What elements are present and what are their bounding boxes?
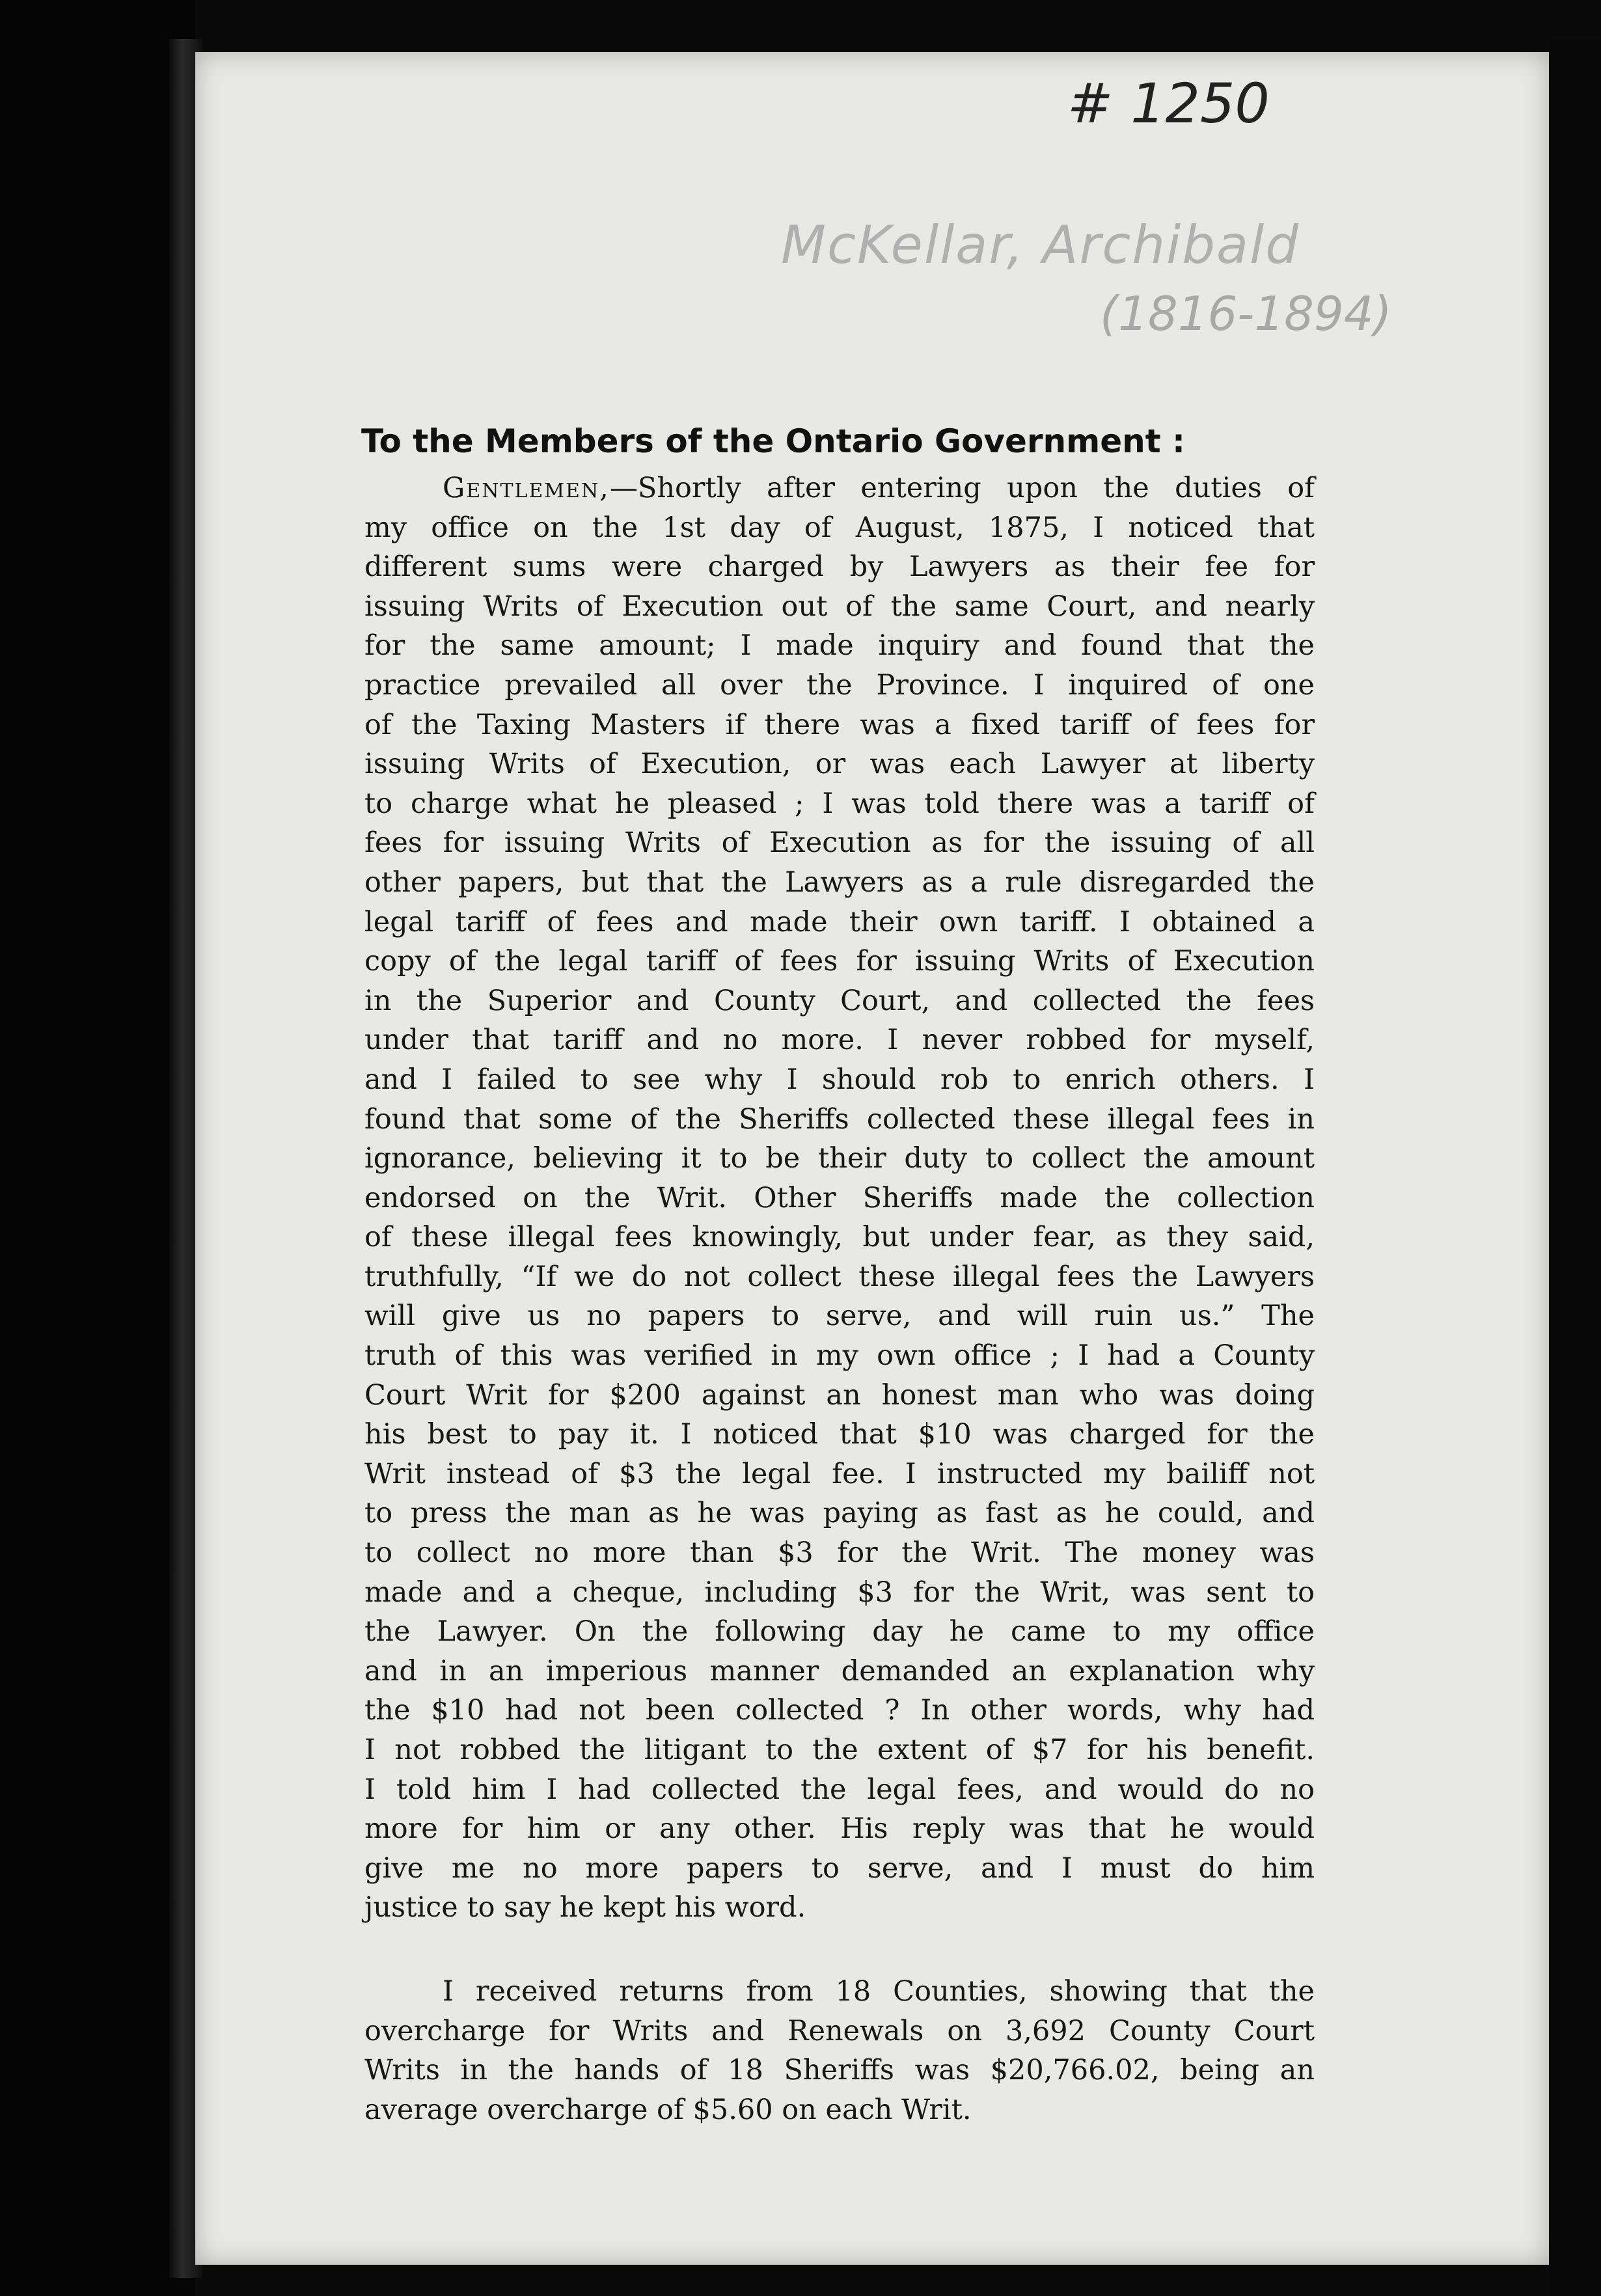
paragraph-1-line: and in an imperious manner demanded an explanation why [364, 1654, 1315, 1688]
paragraph-1-line: I told him I had collected the legal fees, and would do no [364, 1773, 1315, 1806]
catalog-annotation-name: McKellar, Archibald [781, 215, 1300, 275]
paragraph-1-line: to charge what he pleased ; I was told there was a tariff of [364, 787, 1315, 820]
paragraph-1-line: give me no more papers to serve, and I must do him [364, 1852, 1315, 1885]
paragraph-1-line: justice to say he kept his word. [364, 1891, 806, 1924]
paragraph-1-line: of the Taxing Masters if there was a fixed tariff of fees for [364, 708, 1315, 741]
paragraph-1-line: truthfully, “If we do not collect these illegal fees the Lawyers [364, 1260, 1315, 1293]
paragraph-1-line: truth of this was verified in my own office ; I had a County [364, 1339, 1315, 1373]
salutation: Gentlemen, [443, 472, 610, 504]
paragraph-1-line: issuing Writs of Execution, or was each Lawyer at liberty [364, 748, 1315, 781]
paragraph-2-line: overcharge for Writs and Renewals on 3,692 County Court [364, 2014, 1315, 2047]
paragraph-1-line: his best to pay it. I noticed that $10 was charged for the [364, 1418, 1315, 1451]
paragraph-1-line: under that tariff and no more. I never robbed for myself, [364, 1024, 1315, 1057]
paragraph-1-line: of these illegal fees knowingly, but under fear, as they said, [364, 1221, 1315, 1254]
paragraph-1-line: I not robbed the litigant to the extent of $7 for his benefit. [364, 1734, 1315, 1766]
book-spine [0, 0, 195, 2296]
paragraph-1-line: Writ instead of $3 the legal fee. I instructed my bailiff not [364, 1457, 1315, 1490]
paragraph-1-line: and I failed to see why I should rob to enrich others. I [364, 1063, 1315, 1096]
paragraph-1-line: ignorance, believing it to be their duty to collect the amount [364, 1142, 1315, 1175]
paragraph-1-line: more for him or any other. His reply was that he would [364, 1812, 1315, 1846]
paragraph-1-line: different sums were charged by Lawyers as their fee for [364, 551, 1315, 584]
paragraph-1-line: endorsed on the Writ. Other Sheriffs made the collection [364, 1181, 1315, 1214]
paragraph-1-line: my office on the 1st day of August, 1875, I noticed that [364, 511, 1315, 544]
paragraph-1-line: the $10 had not been collected ? In other words, why had [364, 1694, 1315, 1727]
paragraph-1-line: for the same amount; I made inquiry and found that the [364, 629, 1315, 663]
paragraph-1-line: Court Writ for $200 against an honest man who was doing [364, 1378, 1315, 1412]
scan-border [1549, 39, 1601, 2296]
paragraph-1 [364, 469, 1315, 1928]
catalog-annotation-dates: (1816-1894) [1100, 286, 1392, 341]
paragraph-1-line: legal tariff of fees and made their own tariff. I obtained a [364, 905, 1315, 938]
paragraph-1-line: practice prevailed all over the Province. I inquired of one [364, 668, 1315, 702]
paragraph-1-line: issuing Writs of Execution out of the same Court, and nearly [364, 590, 1315, 623]
paragraph-2-line: Writs in the hands of 18 Sheriffs was $20,766.02, being an [364, 2054, 1315, 2087]
paragraph-2-line: average overcharge of $5.60 on each Writ. [364, 2093, 972, 2126]
paragraph-1-line: fees for issuing Writs of Execution as for the issuing of all [364, 827, 1315, 860]
paragraph-2-line: I received returns from 18 Counties, showing that the [443, 1975, 1315, 2008]
paragraph-1-line: found that some of the Sheriffs collected these illegal fees in [364, 1102, 1315, 1136]
paragraph-1-line: Gentlemen,—Shortly after entering upon the duties of [443, 472, 1315, 504]
paragraph-1-line: will give us no papers to serve, and will ruin us.” The [364, 1300, 1315, 1333]
paragraph-1-line: copy of the legal tariff of fees for issuing Writs of Execution [364, 945, 1315, 978]
price-annotation: # 1250 [1067, 72, 1270, 135]
paragraph-2 [364, 1972, 1315, 2129]
paragraph-1-line: to press the man as he was paying as fast as he could, and [364, 1497, 1315, 1530]
document-page [195, 52, 1549, 2265]
document-title: To the Members of the Ontario Government : [361, 422, 1186, 460]
paragraph-1-line: to collect no more than $3 for the Writ. The money was [364, 1537, 1315, 1570]
paragraph-1-line: other papers, but that the Lawyers as a rule disregarded the [364, 866, 1315, 899]
paragraph-1-line: in the Superior and County Court, and collected the fees [364, 984, 1315, 1017]
paragraph-1-line: made and a cheque, including $3 for the Writ, was sent to [364, 1576, 1315, 1609]
paragraph-1-line: the Lawyer. On the following day he came to my office [364, 1615, 1315, 1648]
